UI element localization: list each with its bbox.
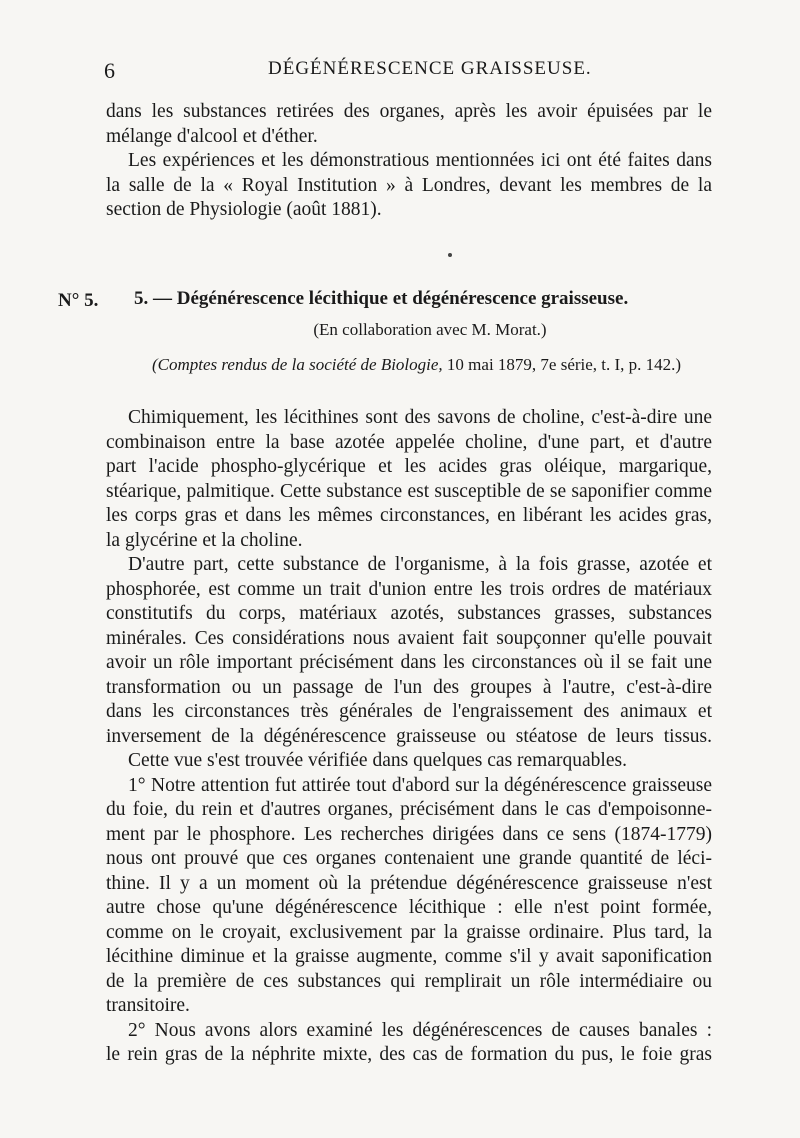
collaboration-text: (En collaboration avec M. Morat.) <box>313 320 547 339</box>
page-header <box>0 58 800 88</box>
text-line: stéarique, palmitique. Cette substance est susceptible de se saponifier comme <box>106 480 712 502</box>
text-line: part l'acide phospho-glycérique et les acides gras oléique, margarique, <box>106 456 712 477</box>
text-line: le rein gras de la néphrite mixte, des cas de formation du pus, le foie gras <box>106 1044 712 1065</box>
margin-entry-number: N° 5. <box>58 290 99 311</box>
section-title: 5. — Dégénérescence lécithique et dégénérescence graisseuse. <box>134 288 629 309</box>
decorative-dot <box>448 253 452 257</box>
text-line: mélange d'alcool et d'éther. <box>106 125 318 147</box>
text-line: phosphorée, est comme un trait d'union entre les trois ordres de matériaux <box>106 578 712 600</box>
text-line: autre chose qu'une dégénérescence lécithique : elle n'est point formée, <box>106 897 712 918</box>
text-line: lécithine diminue et la graisse augmente, comme s'il y avait saponification <box>106 946 712 967</box>
text-line: dans les circonstances très générales de l'engraissement des animaux et <box>106 701 712 722</box>
text-line: D'autre part, cette substance de l'organisme, à la fois grasse, azotée et <box>128 554 712 575</box>
text-line: ment par le phosphore. Les recherches dirigées dans ce sens (1874-1779) <box>106 823 712 845</box>
text-line: Cette vue s'est trouvée vérifiée dans quelques cas remarquables. <box>128 750 627 771</box>
page-number: 6 <box>104 58 115 83</box>
text-line: transitoire. <box>106 995 190 1016</box>
text-line: du foie, du rein et d'autres organes, précisément dans le cas d'empoisonne- <box>106 799 712 820</box>
text-line: transformation ou un passage de l'un des groupes à l'autre, c'est-à-dire <box>106 676 712 698</box>
text-line: la salle de la « Royal Institution » à Londres, devant les membres de la <box>106 174 712 196</box>
text-line: de la première de ces substances qui remplirait un rôle intermédiaire ou <box>106 970 712 992</box>
text-line: comme on le croyait, exclusivement par la graisse ordinaire. Plus tard, la <box>106 921 712 943</box>
text-line: la glycérine et la choline. <box>106 529 303 551</box>
reference-citation <box>152 355 681 375</box>
text-line: constitutifs du corps, matériaux azotés, substances grasses, substances <box>106 603 712 624</box>
reference-details: 10 mai 1879, 7e série, t. I, p. 142.) <box>446 355 682 374</box>
text-line: section de Physiologie (août 1881). <box>106 199 382 220</box>
text-line: 1° Notre attention fut attirée tout d'abord sur la dégénérescence graisseuse <box>128 774 712 796</box>
text-line: 2° Nous avons alors examiné les dégénérescences de causes banales : <box>128 1019 712 1041</box>
text-line: dans les substances retirées des organes, après les avoir épuisées par le <box>106 101 712 122</box>
reference-source: (Comptes rendus de la société de Biologie, <box>152 355 443 374</box>
text-line: minérales. Ces considérations nous avaient fait soupçonner qu'elle pouvait <box>106 627 712 649</box>
text-line: les corps gras et dans les mêmes circonstances, en libérant les acides gras, <box>106 505 712 526</box>
intro-paragraphs <box>106 100 712 223</box>
running-title: DÉGÉNÉRESCENCE GRAISSEUSE. <box>268 58 592 79</box>
text-line: combinaison entre la base azotée appelée choline, d'une part, et d'autre <box>106 431 712 453</box>
text-line: avoir un rôle important précisément dans les circonstances où il se fait une <box>106 652 712 673</box>
text-line: thine. Il y a un moment où la prétendue dégénérescence graisseuse n'est <box>106 872 712 894</box>
text-line: inversement de la dégénérescence graisseuse ou stéatose de leurs tissus. <box>106 725 712 747</box>
text-line: Chimiquement, les lécithines sont des savons de choline, c'est-à-dire une <box>128 407 712 428</box>
collaboration-note <box>0 320 800 340</box>
text-line: nous ont prouvé que ces organes contenaient une grande quantité de léci- <box>106 848 712 869</box>
body-text <box>106 406 712 1068</box>
text-line: Les expériences et les démonstratious mentionnées ici ont été faites dans <box>128 150 712 171</box>
